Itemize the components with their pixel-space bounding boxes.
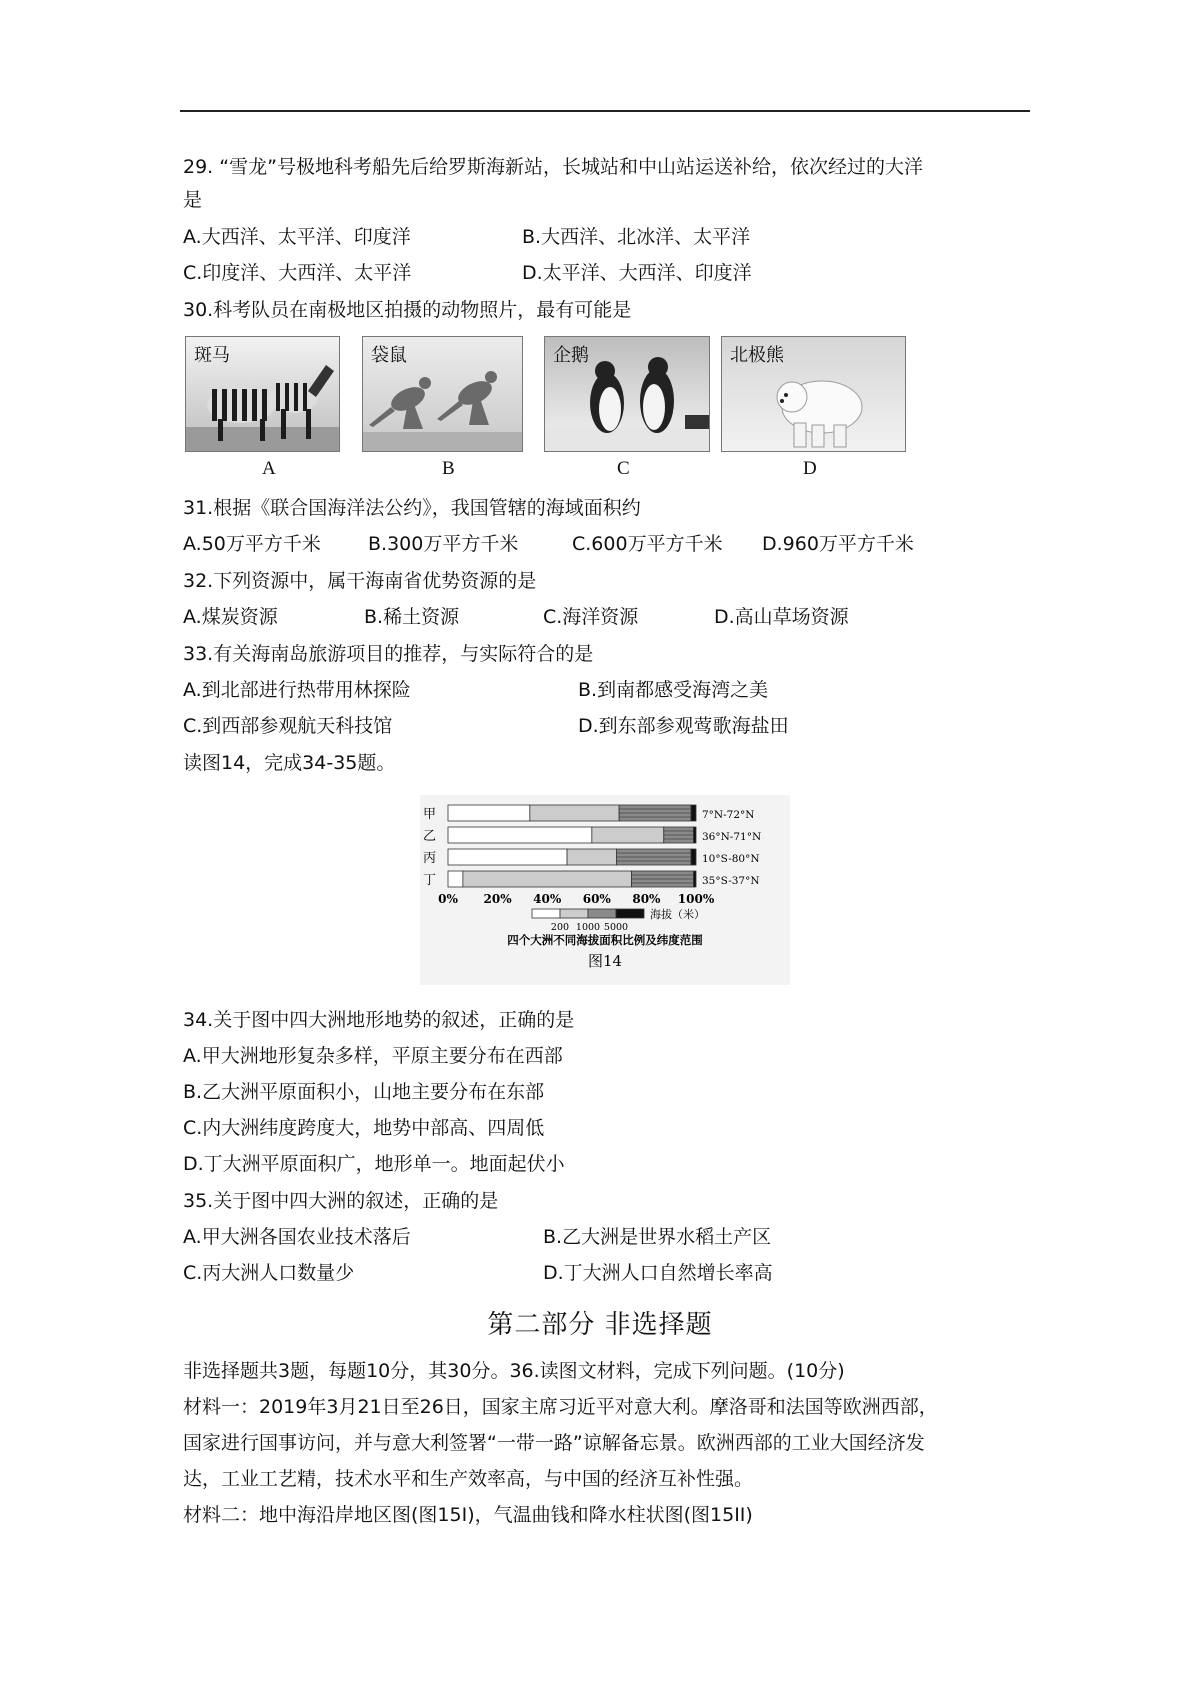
fig14-bar-segment	[448, 805, 530, 821]
q35-option-c[interactable]: C.丙大洲人口数量少	[183, 1262, 355, 1284]
q35-option-b[interactable]: B.乙大洲是世界水稻土产区	[543, 1226, 772, 1248]
fig14-legend-swatch	[588, 909, 616, 918]
polar-bear-photo[interactable]	[721, 336, 906, 452]
figure-14-chart	[420, 795, 790, 985]
photo-letter-d: D	[803, 458, 817, 479]
fig14-x-tick: 40%	[533, 892, 562, 906]
material1-line3: 达，工业工艺精，技术水平和生产效率高，与中国的经济互补性强。	[183, 1468, 754, 1490]
q32-option-a[interactable]: A.煤炭资源	[183, 606, 278, 628]
kangaroo-photo[interactable]	[362, 336, 523, 452]
q29-option-c[interactable]: C.印度洋、大西洋、太平洋	[183, 262, 412, 284]
q34-option-d[interactable]: D.丁大洲平原面积广，地形单一。地面起伏小	[183, 1153, 565, 1175]
fig14-instruction: 读图14，完成34-35题。	[183, 752, 396, 774]
fig14-caption: 图14	[587, 952, 623, 970]
fig14-bar-segment	[463, 871, 632, 887]
fig14-legend-swatch	[616, 909, 644, 918]
q32-option-c[interactable]: C.海洋资源	[543, 606, 639, 628]
fig14-bar-segment	[694, 871, 696, 887]
q31-stem: 31.根据《联合国海洋法公约》，我国管辖的海域面积约	[183, 497, 641, 519]
photo-label-a: 斑马	[194, 345, 230, 366]
q34-option-a[interactable]: A.甲大洲地形复杂多样，平原主要分布在西部	[183, 1045, 563, 1067]
q29-option-a[interactable]: A.大西洋、太平洋、印度洋	[183, 226, 411, 248]
fig14-x-tick: 80%	[632, 892, 661, 906]
q32-stem: 32.下列资源中，属干海南省优势资源的是	[183, 570, 537, 592]
fig14-bar-segment	[691, 805, 696, 821]
fig14-bar-segment	[530, 805, 619, 821]
q35-option-a[interactable]: A.甲大洲各国农业技术落后	[183, 1226, 411, 1248]
fig14-legend-break: 5000	[603, 922, 629, 933]
q31-option-c[interactable]: C.600万平方千米	[572, 533, 723, 555]
fig14-legend-swatch	[560, 909, 588, 918]
q29-stem-line1: 29. “雪龙”号极地科考船先后给罗斯海新站，长城站和中山站运送补给，依次经过的大洋	[183, 156, 923, 178]
q31-option-d[interactable]: D.960万平方千米	[762, 533, 914, 555]
fig14-legend-break: 1000	[575, 922, 601, 933]
fig14-bar-segment	[694, 827, 696, 843]
fig14-latitude-range: 36°N-71°N	[702, 831, 762, 843]
q35-option-d[interactable]: D.丁大洲人口自然增长率高	[543, 1262, 773, 1284]
q29-option-d[interactable]: D.太平洋、大西洋、印度洋	[522, 262, 752, 284]
fig14-x-tick: 100%	[677, 892, 715, 906]
q32-option-d[interactable]: D.高山草场资源	[714, 606, 849, 628]
q31-option-a[interactable]: A.50万平方千米	[183, 533, 321, 555]
fig14-latitude-range: 10°S-80°N	[702, 853, 760, 865]
photo-label-b: 袋鼠	[371, 345, 407, 366]
fig14-latitude-range: 7°N-72°N	[702, 809, 755, 821]
q29-option-b[interactable]: B.大西洋、北冰洋、太平洋	[522, 226, 751, 248]
fig14-legend-break: 200	[550, 922, 570, 933]
q30-stem: 30.科考队员在南极地区拍摄的动物照片，最有可能是	[183, 299, 632, 321]
material1-line2: 国家进行国事访问，并与意大利签署“一带一路”谅解备忘景。欧洲西部的工业大国经济发	[183, 1432, 925, 1454]
section2-heading: 第二部分 非选择题	[487, 1310, 713, 1340]
q35-stem: 35.关于图中四大洲的叙述，正确的是	[183, 1190, 499, 1212]
q32-option-b[interactable]: B.稀土资源	[364, 606, 460, 628]
photo-letter-b: B	[442, 458, 455, 479]
fig14-bar-segment	[592, 827, 664, 843]
q31-option-b[interactable]: B.300万平方千米	[368, 533, 519, 555]
fig14-x-tick: 20%	[483, 892, 512, 906]
material1-line1: 材料一：2019年3月21日至26日，国家主席习近平对意大利。摩洛哥和法国等欧洲西部，	[183, 1396, 938, 1418]
fig14-legend-title: 海拔（米）	[650, 908, 705, 921]
fig14-bar-segment	[448, 871, 463, 887]
photo-letter-a: A	[262, 458, 276, 479]
fig14-x-tick: 0%	[438, 892, 458, 906]
fig14-title: 四个大洲不同海拔面积比例及纬度范围	[507, 933, 703, 947]
q33-option-c[interactable]: C.到西部参观航天科技馆	[183, 715, 393, 737]
photo-label-c: 企鹅	[553, 345, 589, 366]
q34-option-c[interactable]: C.内大洲纬度跨度大，地势中部高、四周低	[183, 1117, 545, 1139]
fig14-category-label: 丙	[423, 851, 437, 866]
q33-option-d[interactable]: D.到东部参观莺歌海盐田	[578, 715, 789, 737]
fig14-category-label: 乙	[423, 829, 437, 844]
photo-label-d: 北极熊	[730, 345, 784, 366]
photo-letter-c: C	[617, 458, 630, 479]
fig14-bar-segment	[567, 849, 617, 865]
q34-stem: 34.关于图中四大洲地形地势的叙述，正确的是	[183, 1009, 575, 1031]
fig14-x-tick: 60%	[582, 892, 611, 906]
q33-stem: 33.有关海南岛旅游项目的推荐，与实际符合的是	[183, 643, 594, 665]
fig14-legend-swatch	[532, 909, 560, 918]
header-rule	[180, 110, 1030, 112]
figure-14	[420, 795, 790, 985]
fig14-latitude-range: 35°S-37°N	[702, 875, 760, 887]
material2-line: 材料二：地中海沿岸地区图(图15I)，气温曲钱和降水柱状图(图15II)	[183, 1504, 753, 1526]
fig14-bar-segment	[691, 849, 696, 865]
penguin-photo[interactable]	[544, 336, 710, 452]
fig14-category-label: 甲	[423, 807, 437, 822]
zebra-photo[interactable]	[185, 336, 340, 452]
fig14-bar-segment	[448, 827, 592, 843]
fig14-bar-segment	[448, 849, 567, 865]
q33-option-b[interactable]: B.到南都感受海湾之美	[578, 679, 769, 701]
q33-option-a[interactable]: A.到北部进行热带用林探险	[183, 679, 411, 701]
q34-option-b[interactable]: B.乙大洲平原面积小，山地主要分布在东部	[183, 1081, 545, 1103]
fig14-category-label: 丁	[423, 873, 437, 888]
section2-intro: 非选择题共3题，每题10分，其30分。36.读图文材料，完成下列问题。(10分)	[183, 1360, 845, 1382]
q29-stem-line2: 是	[183, 189, 203, 211]
